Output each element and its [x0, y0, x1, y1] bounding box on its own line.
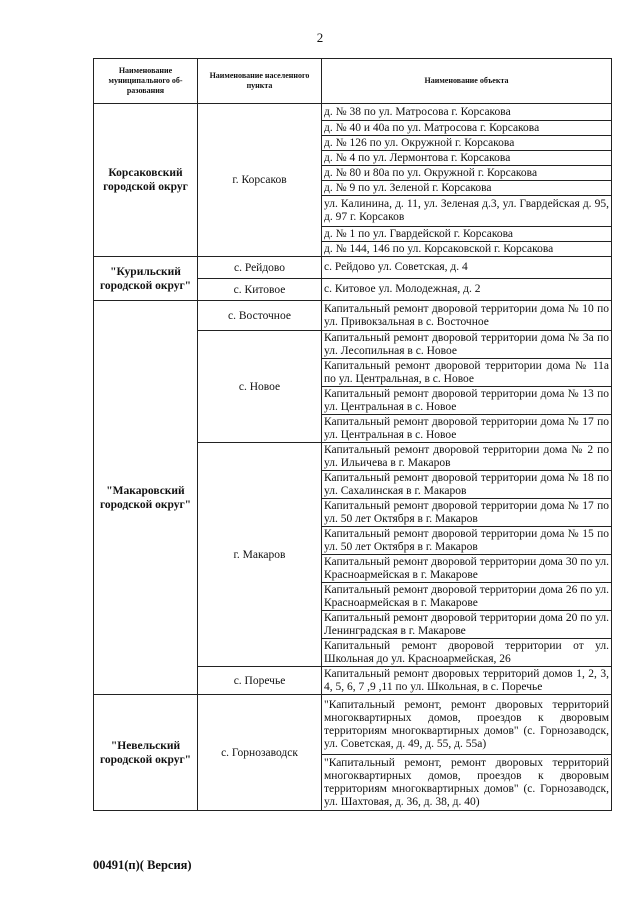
- object-cell: с. Китовое ул. Молодежная, д. 2: [322, 279, 612, 301]
- object-cell: Капитальный ремонт дворовой территории дома № 2 по ул. Ильичева в г. Макаров: [322, 443, 612, 471]
- municipality-nevelsk: "Невельский городской округ": [94, 695, 198, 811]
- object-cell: "Капитальный ремонт, ремонт дворовых территорий многоквартирных домов, проездов к дворовым территориям многоквартирных домов" (с. Горнозаводск, ул. Советская, д. 49, д. 55, д. 55а): [322, 695, 612, 755]
- object-cell: д. № 40 и 40а по ул. Матросова г. Корсакова: [322, 121, 612, 136]
- table-row: [94, 104, 612, 121]
- object-cell: д. № 9 по ул. Зеленой г. Корсакова: [322, 181, 612, 196]
- settlement-korsakov: г. Корсаков: [198, 104, 322, 257]
- object-cell: д. № 144, 146 по ул. Корсаковской г. Корсакова: [322, 242, 612, 257]
- object-cell: Капитальный ремонт дворовой территории дома 26 по ул. Красноармейская в г. Макарове: [322, 583, 612, 611]
- objects-table: [93, 58, 612, 811]
- municipality-kurilsk: "Курильский городской округ": [94, 257, 198, 301]
- object-cell: Капитальный ремонт дворовой территории дома 20 по ул. Ленинградская в г. Макарове: [322, 611, 612, 639]
- object-cell: Капитальный ремонт дворовой территории дома № 11а по ул. Центральная, в с. Новое: [322, 359, 612, 387]
- page-number: 2: [316, 30, 324, 45]
- object-cell: Капитальный ремонт дворовой территории дома № 13 по ул. Центральная в с. Новое: [322, 387, 612, 415]
- settlement-kitovoe: с. Китовое: [198, 279, 322, 301]
- object-cell: д. № 126 по ул. Окружной г. Корсакова: [322, 136, 612, 151]
- municipality-korsakov: Корсаковский городской округ: [94, 104, 198, 257]
- table-row: [94, 695, 612, 755]
- object-cell: д. № 1 по ул. Гвардейской г. Корсакова: [322, 227, 612, 242]
- object-cell: Капитальный ремонт дворовой территории дома № 10 по ул. Привокзальная в с. Восточное: [322, 301, 612, 331]
- settlement-poreche: с. Поречье: [198, 667, 322, 695]
- table-row: [94, 301, 612, 331]
- header-municipality: Наименование муниципального об-разования: [94, 59, 198, 104]
- object-cell: Капитальный ремонт дворовой территории дома № 15 по ул. 50 лет Октября в г. Макаров: [322, 527, 612, 555]
- settlement-reidovo: с. Рейдово: [198, 257, 322, 279]
- object-cell: с. Рейдово ул. Советская, д. 4: [322, 257, 612, 279]
- settlement-gornozavodsk: с. Горнозаводск: [198, 695, 322, 811]
- object-cell: Капитальный ремонт дворовой территории дома № 17 по ул. Центральная в с. Новое: [322, 415, 612, 443]
- object-cell: д. № 38 по ул. Матросова г. Корсакова: [322, 104, 612, 121]
- object-cell: Капитальный ремонт дворовой территории дома № 3а по ул. Лесопильная в с. Новое: [322, 331, 612, 359]
- table-row: [94, 257, 612, 279]
- object-cell: д. № 80 и 80а по ул. Окружной г. Корсакова: [322, 166, 612, 181]
- settlement-vostochnoe: с. Восточное: [198, 301, 322, 331]
- document-footer-code: 00491(п)( Версия): [93, 858, 192, 872]
- municipality-makarov: "Макаровский городской округ": [94, 301, 198, 695]
- object-cell: Капитальный ремонт дворовой территории дома 30 по ул. Красноармейская в г. Макарове: [322, 555, 612, 583]
- object-cell: ул. Калинина, д. 11, ул. Зеленая д.3, ул. Гвардейская д. 95, д. 97 г. Корсаков: [322, 196, 612, 227]
- object-cell: Капитальный ремонт дворовой территории дома № 17 по ул. 50 лет Октября в г. Макаров: [322, 499, 612, 527]
- settlement-novoe: с. Новое: [198, 331, 322, 443]
- header-object: Наименование объекта: [322, 59, 612, 104]
- object-cell: "Капитальный ремонт, ремонт дворовых территорий многоквартирных домов, проездов к дворовым территориям многоквартирных домов" (с. Горнозаводск, ул. Шахтовая, д. 36, д. 38, д. 40): [322, 755, 612, 811]
- settlement-makarov: г. Макаров: [198, 443, 322, 667]
- header-settlement: Наименование населенного пункта: [198, 59, 322, 104]
- object-cell: д. № 4 по ул. Лермонтова г. Корсакова: [322, 151, 612, 166]
- table-header-row: [94, 59, 612, 104]
- object-cell: Капитальный ремонт дворовой территории дома № 18 по ул. Сахалинская в г. Макаров: [322, 471, 612, 499]
- object-cell: Капитальный ремонт дворовой территории от ул. Школьная до ул. Красноармейская, 26: [322, 639, 612, 667]
- object-cell: Капитальный ремонт дворовых территорий домов 1, 2, 3, 4, 5, 6, 7 ,9 ,11 по ул. Школьная, в с. Поречье: [322, 667, 612, 695]
